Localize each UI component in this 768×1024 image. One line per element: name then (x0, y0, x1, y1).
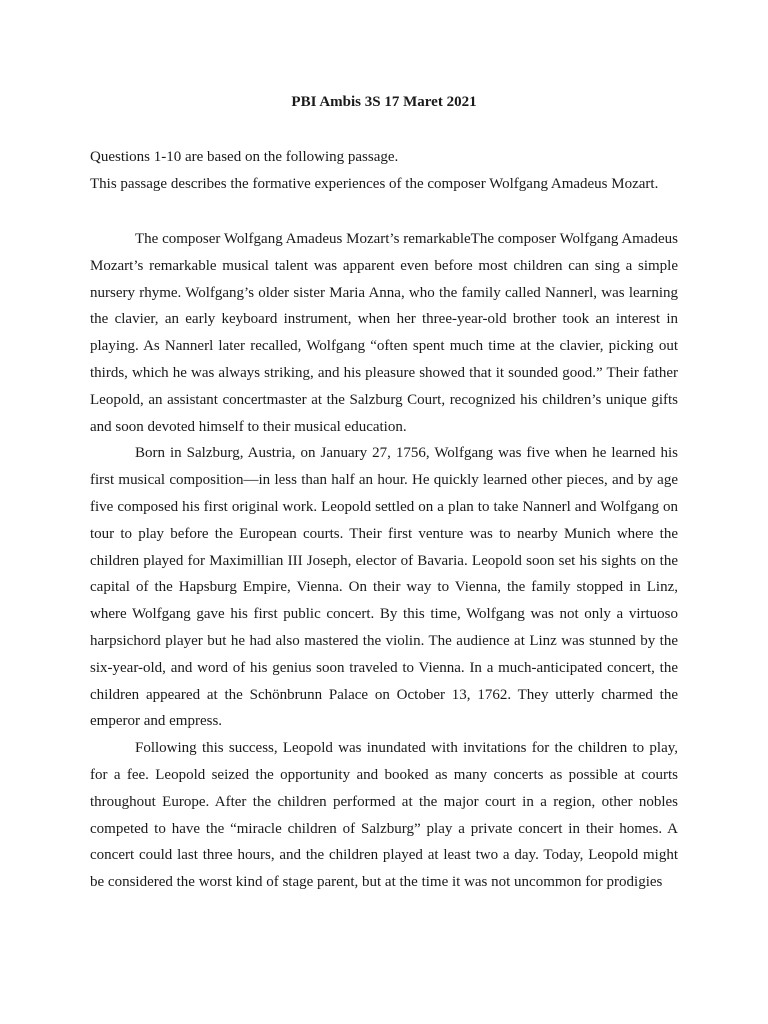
document-title: PBI Ambis 3S 17 Maret 2021 (291, 94, 477, 110)
passage-paragraph-2: Born in Salzburg, Austria, on January 27, 1756, Wolfgang was five when he learned his first musical composition—in less than half an hour. He quickly learned other pieces, and by age five composed his first original work. Leopold settled on a plan to take Nannerl and Wolfgang on tour to play before the European courts. Their first venture was to nearby Munich where the children played for Maximillian III Joseph, elector of Bavaria. Leopold soon set his sights on the capital of the Hapsburg Empire, Vienna. On their way to Vienna, the family stopped in Linz, where Wolfgang gave his first public concert. By this time, Wolfgang was not only a virtuoso harpsichord player but he had also mastered the violin. The audience at Linz was stunned by the six-year-old, and word of his genius soon traveled to Vienna. In a much-anticipated concert, the children appeared at the Schönbrunn Palace on October 13, 1762. They utterly charmed the emperor and empress. (90, 445, 678, 730)
intro-line-questions: Questions 1-10 are based on the following passage. (90, 149, 399, 165)
passage-body (90, 226, 678, 896)
passage-paragraph-1: The composer Wolfgang Amadeus Mozart’s remarkableThe composer Wolfgang Amadeus Mozart’s remarkable musical talent was apparent even before most children can sing a simple nursery rhyme. Wolfgang’s older sister Maria Anna, who the family called Nannerl, was learning the clavier, an early keyboard instrument, when her three-year-old brother took an interest in playing. As Nannerl later recalled, Wolfgang “often spent much time at the clavier, picking out thirds, which he was always striking, and his pleasure showed that it sounded good.” Their father Leopold, an assistant concertmaster at the Salzburg Court, recognized his children’s unique gifts and soon devoted himself to their musical education. (90, 231, 678, 435)
passage-paragraph-3: Following this success, Leopold was inundated with invitations for the children to play, for a fee. Leopold seized the opportunity and booked as many concerts as possible at courts throughout Europe. After the children performed at the major court in a region, other nobles competed to have the “miracle children of Salzburg” play a private concert in their homes. A concert could last three hours, and the children played at least two a day. Today, Leopold might be considered the worst kind of stage parent, but at the time it was not uncommon for prodigies (90, 740, 678, 891)
intro-line-description: This passage describes the formative experiences of the composer Wolfgang Amadeus Mozart. (90, 176, 659, 192)
